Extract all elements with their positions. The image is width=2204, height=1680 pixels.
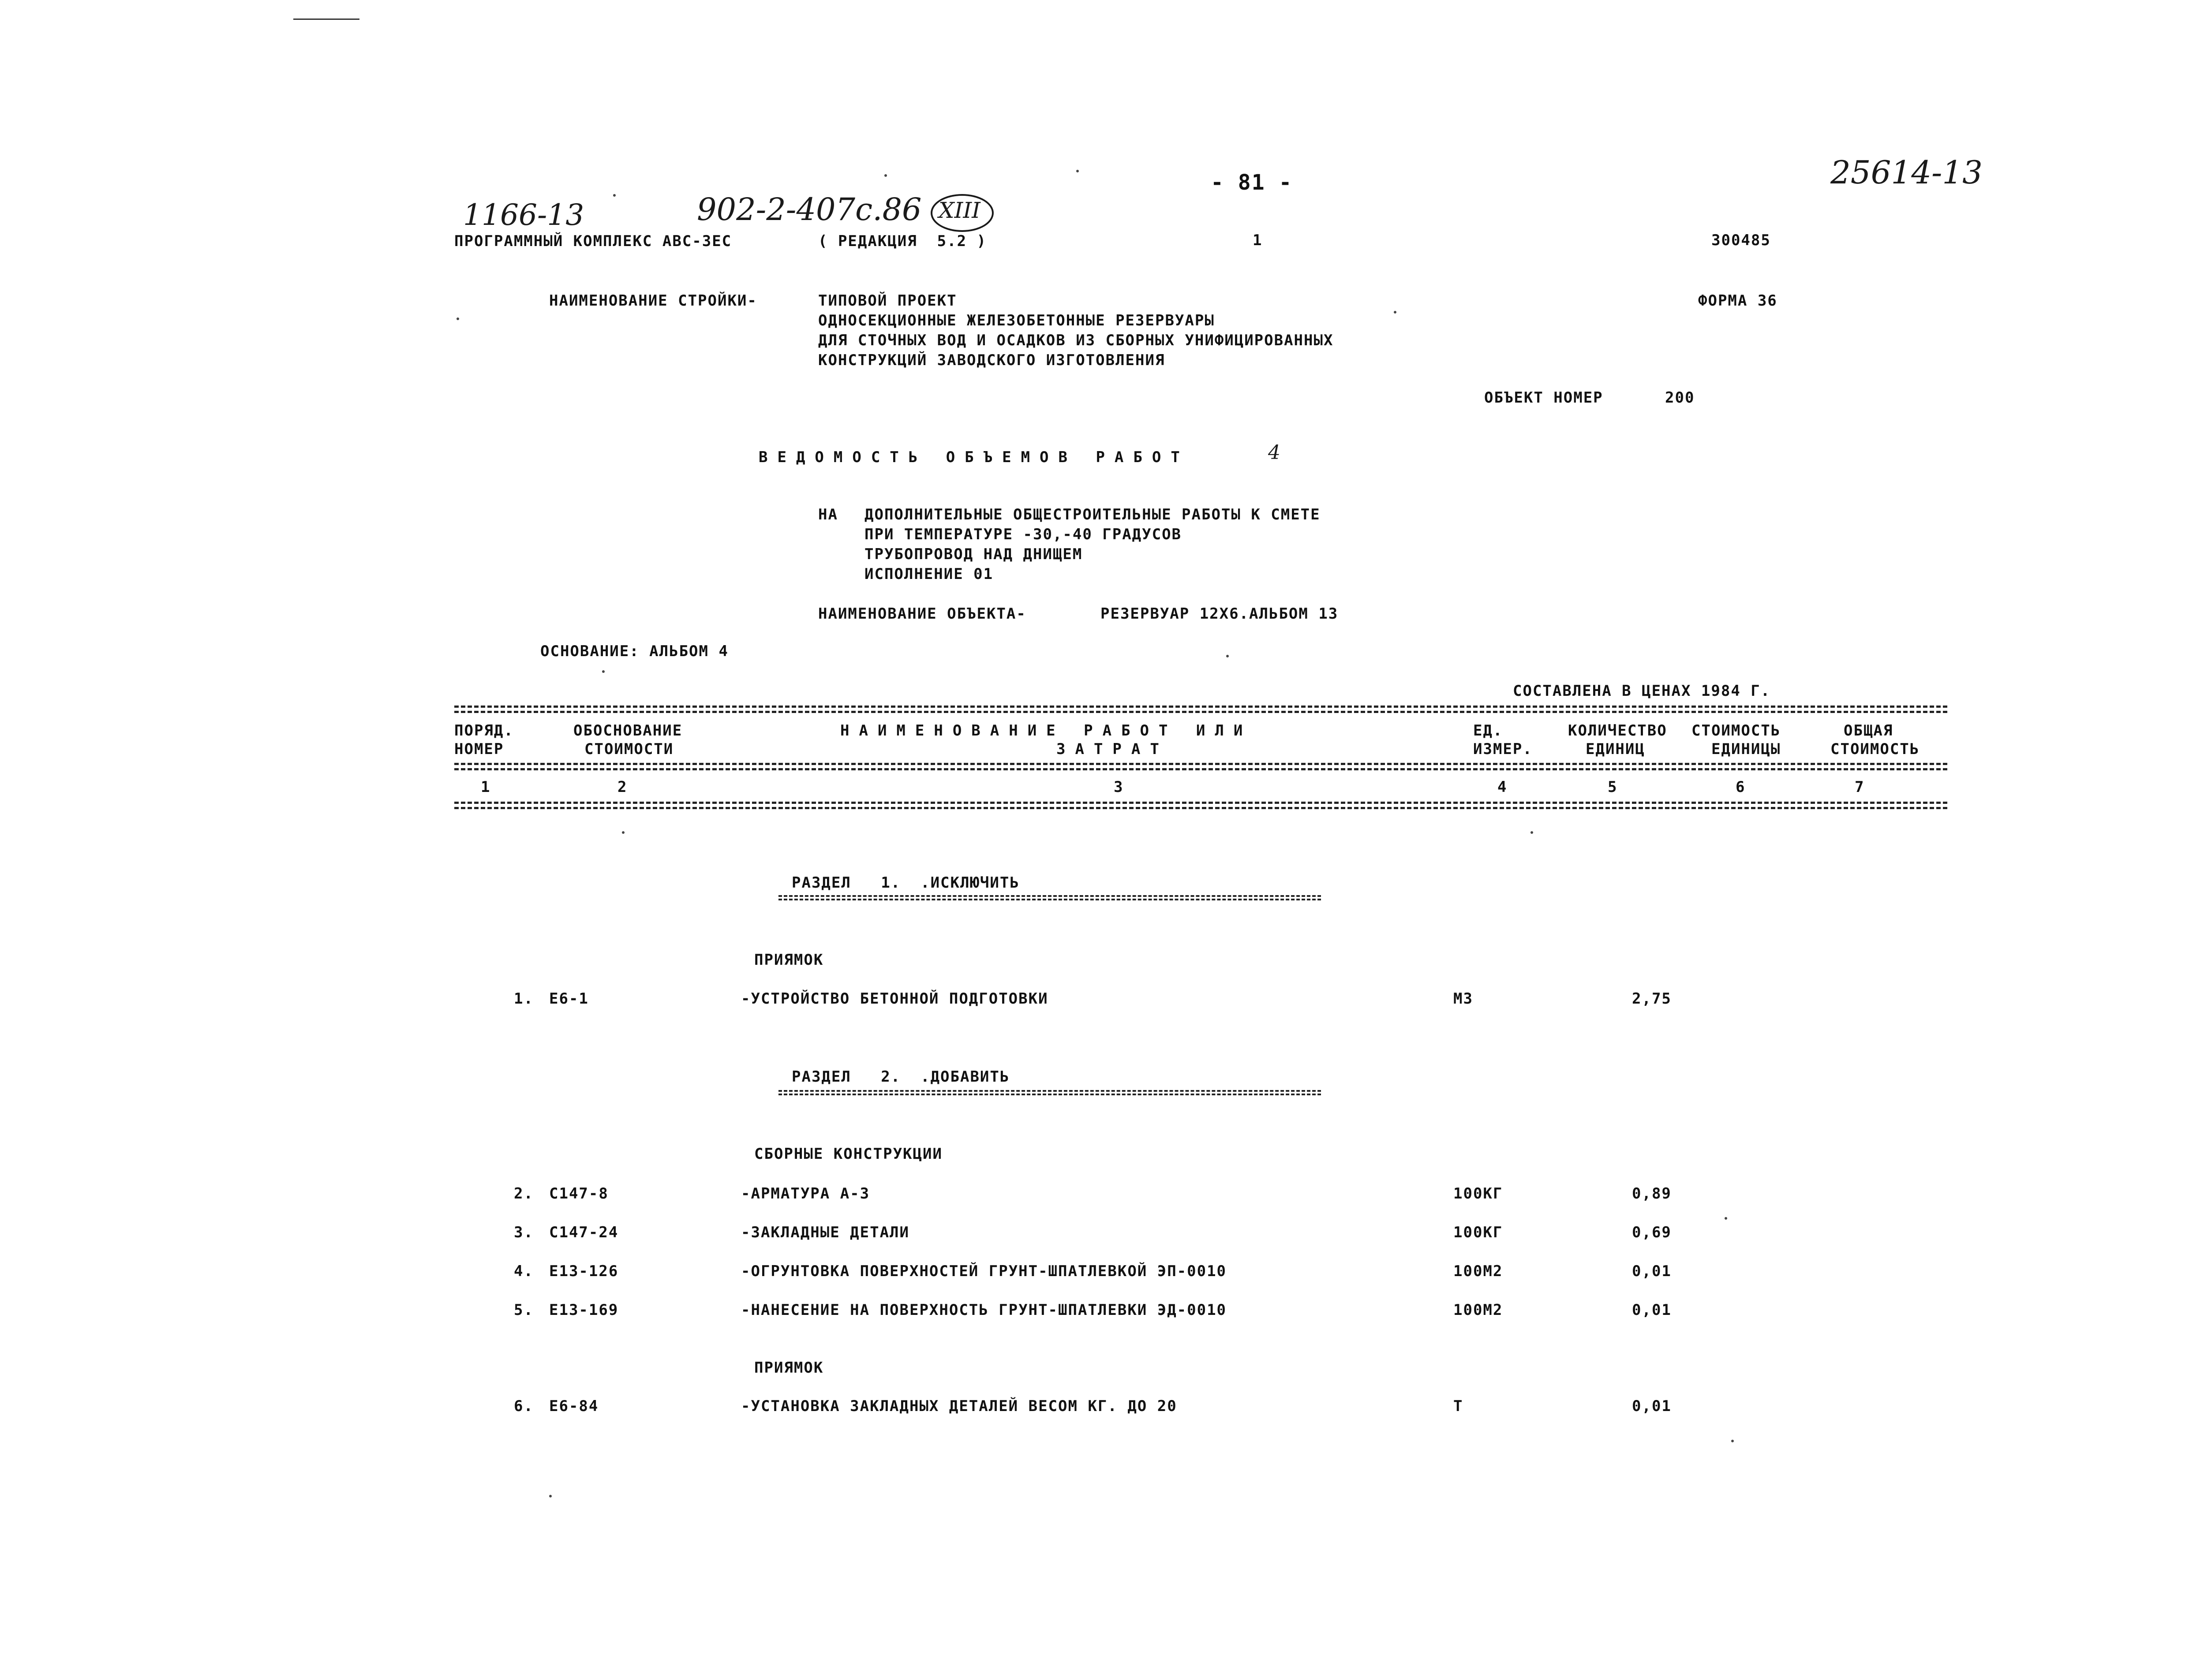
object-name-label: НАИМЕНОВАНИЕ ОБЪЕКТА- [818,605,1026,623]
col3-number: 3 [1114,778,1124,796]
row-unit: 100М2 [1453,1262,1503,1280]
group-title: СБОРНЫЕ КОНСТРУКЦИИ [754,1145,943,1163]
row-code: С147-24 [549,1224,619,1241]
speck [884,174,887,177]
speck [549,1495,552,1497]
col5-header: КОЛИЧЕСТВО [1568,722,1667,739]
group-title: ПРИЯМОК [754,1359,824,1377]
speck [602,670,605,673]
col7-header-2: СТОИМОСТЬ [1830,740,1920,758]
speck [1530,831,1533,834]
row-number: 3. [514,1224,534,1241]
row-quantity: 2,75 [1632,990,1672,1008]
row-number: 4. [514,1262,534,1280]
subtitle-line-4: ИСПОЛНЕНИЕ 01 [864,565,994,583]
subtitle-prefix: НА [818,506,838,523]
col4-header: ЕД. [1473,722,1503,739]
col4-number: 4 [1497,778,1508,796]
row-name: -ЗАКЛАДНЫЕ ДЕТАЛИ [741,1224,909,1241]
col1-header: ПОРЯД. [454,722,514,739]
speck [1076,170,1079,172]
object-name: РЕЗЕРВУАР 12Х6.АЛЬБОМ 13 [1100,605,1339,623]
edition: ( РЕДАКЦИЯ 5.2 ) [818,232,987,250]
section-2-title: РАЗДЕЛ 2. .ДОБАВИТЬ [792,1068,1010,1086]
row-code: Е13-169 [549,1301,619,1319]
row-quantity: 0,01 [1632,1262,1672,1280]
table-top-rule-2 [454,711,1947,713]
col2-header-2: СТОИМОСТИ [584,740,674,758]
row-quantity: 0,69 [1632,1224,1672,1241]
subtitle-line-3: ТРУБОПРОВОД НАД ДНИЩЕМ [864,545,1083,563]
col5-header-2: ЕДИНИЦ [1586,740,1645,758]
col6-header: СТОИМОСТЬ [1691,722,1781,739]
row-unit: 100КГ [1453,1224,1503,1241]
document-number: 300485 [1711,231,1771,249]
col5-number: 5 [1608,778,1618,796]
handwritten-archive-number: 25614-13 [1830,154,1983,191]
document-title: ВЕДОМОСТЬ ОБЪЕМОВ РАБОТ [759,448,1190,466]
row-number: 5. [514,1301,534,1319]
row-code: Е6-84 [549,1397,599,1415]
col2-number: 2 [617,778,628,796]
header-bottom-rule [454,802,1947,804]
section-1-underline [778,895,1321,897]
row-code: Е13-126 [549,1262,619,1280]
title-mark: 4 [1268,441,1280,464]
group-title: ПРИЯМОК [754,951,824,969]
construction-name-label: НАИМЕНОВАНИЕ СТРОЙКИ- [549,292,757,310]
row-number: 6. [514,1397,534,1415]
row-name: -АРМАТУРА А-3 [741,1185,870,1202]
speck [613,194,616,197]
row-number: 2. [514,1185,534,1202]
handwritten-code: 1166-13 [463,198,584,232]
header-mid-rule [454,763,1947,765]
speck [1226,655,1229,657]
row-unit: 100КГ [1453,1185,1503,1202]
col1-number: 1 [481,778,491,796]
basis: ОСНОВАНИЕ: АЛЬБОМ 4 [540,642,729,660]
row-name: -НАНЕСЕНИЕ НА ПОВЕРХНОСТЬ ГРУНТ-ШПАТЛЕВКИ ЭД-0010 [741,1301,1227,1319]
page-number: - 81 - [1211,170,1293,195]
row-quantity: 0,01 [1632,1301,1672,1319]
speck [1394,311,1396,314]
col6-header-2: ЕДИНИЦЫ [1711,740,1781,758]
col1-header-2: НОМЕР [454,740,504,758]
section-2-underline [778,1090,1321,1092]
header-bottom-rule-2 [454,807,1947,809]
col7-header: ОБЩАЯ [1844,722,1893,739]
row-unit: М3 [1453,990,1473,1008]
speck [1725,1217,1727,1220]
col3-header-2: ЗАТРАТ [1056,740,1169,758]
header-mid-rule-2 [454,768,1947,770]
object-number: 200 [1665,389,1695,407]
col3-header: НАИМЕНОВАНИЕ РАБОТ ИЛИ [840,722,1253,739]
row-name: -УСТАНОВКА ЗАКЛАДНЫХ ДЕТАЛЕЙ ВЕСОМ КГ. ДО 20 [741,1397,1177,1415]
project-line-4: КОНСТРУКЦИЙ ЗАВОДСКОГО ИЗГОТОВЛЕНИЯ [818,351,1165,369]
subtitle-line-1: ДОПОЛНИТЕЛЬНЫЕ ОБЩЕСТРОИТЕЛЬНЫЕ РАБОТЫ К СМЕТЕ [864,506,1321,523]
project-line-3: ДЛЯ СТОЧНЫХ ВОД И ОСАДКОВ ИЗ СБОРНЫХ УНИФИЦИРОВАННЫХ [818,332,1334,349]
speck [457,317,459,320]
section-1-title: РАЗДЕЛ 1. .ИСКЛЮЧИТЬ [792,874,1020,892]
row-quantity: 0,01 [1632,1397,1672,1415]
sheet-number: 1 [1253,231,1263,249]
handwritten-project-code: 902-2-407с.86 [697,191,922,228]
col7-number: 7 [1855,778,1865,796]
prices-note: СОСТАВЛЕНА В ЦЕНАХ 1984 Г. [1513,682,1771,700]
form-label: ФОРМА 36 [1698,292,1777,310]
project-line-1: ТИПОВОЙ ПРОЕКТ [818,292,957,310]
object-number-label: ОБЪЕКТ НОМЕР [1484,389,1603,407]
project-line-2: ОДНОСЕКЦИОННЫЕ ЖЕЛЕЗОБЕТОННЫЕ РЕЗЕРВУАРЫ [818,312,1215,329]
row-name: -УСТРОЙСТВО БЕТОННОЙ ПОДГОТОВКИ [741,990,1048,1008]
row-name: -ОГРУНТОВКА ПОВЕРХНОСТЕЙ ГРУНТ-ШПАТЛЕВКОЙ ЭП-0010 [741,1262,1227,1280]
program-name: ПРОГРАММНЫЙ КОМПЛЕКС АВС-ЗЕС [454,232,732,250]
col6-number: 6 [1736,778,1746,796]
row-unit: Т [1453,1397,1463,1415]
table-top-rule [454,706,1947,708]
row-quantity: 0,89 [1632,1185,1672,1202]
speck [622,831,625,834]
col4-header-2: ИЗМЕР. [1473,740,1533,758]
col2-header: ОБОСНОВАНИЕ [573,722,683,739]
stray-mark [293,19,359,20]
row-code: С147-8 [549,1185,609,1202]
speck [1731,1440,1734,1442]
row-code: Е6-1 [549,990,589,1008]
subtitle-line-2: ПРИ ТЕМПЕРАТУРЕ -30,-40 ГРАДУСОВ [864,526,1182,543]
handwritten-circled-number: XIII [939,198,980,223]
row-number: 1. [514,990,534,1008]
row-unit: 100М2 [1453,1301,1503,1319]
